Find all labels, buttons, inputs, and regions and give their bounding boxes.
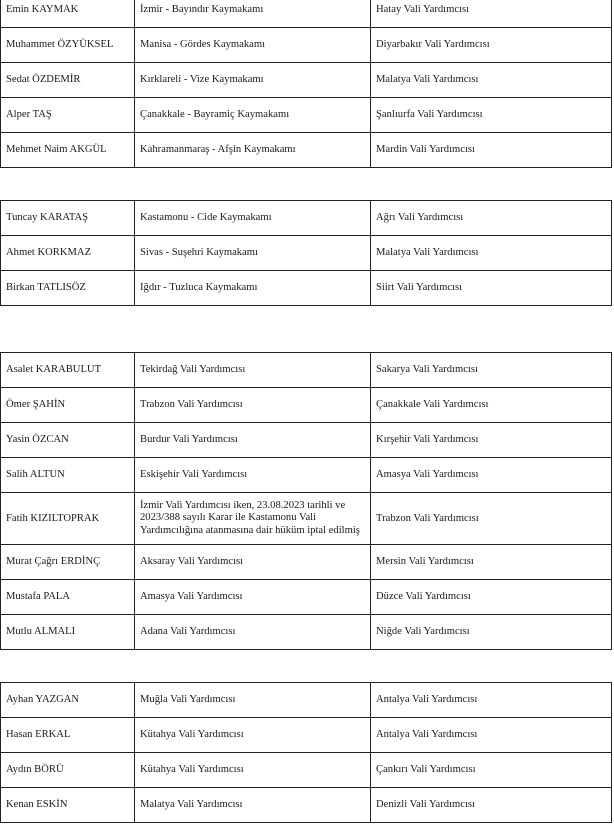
person-name-cell: Mehmet Naim AKGÜL bbox=[1, 133, 135, 168]
table-row bbox=[1, 788, 612, 823]
previous-position-cell: Iğdır - Tuzluca Kaymakamı bbox=[135, 271, 371, 306]
table-row bbox=[1, 458, 612, 493]
new-position-cell: Kırşehir Vali Yardımcısı bbox=[371, 423, 612, 458]
previous-position-cell: Kastamonu - Cide Kaymakamı bbox=[135, 201, 371, 236]
new-position-cell: Niğde Vali Yardımcısı bbox=[371, 615, 612, 650]
new-position-cell: Denizli Vali Yardımcısı bbox=[371, 788, 612, 823]
previous-position-cell: İzmir Vali Yardımcısı iken, 23.08.2023 tarihli ve 2023/388 sayılı Karar ile Kastamonu Vali Yardımcılığına atanmasına dair hüküm iptal edilmiş bbox=[135, 493, 371, 545]
table-row bbox=[1, 271, 612, 306]
table-row bbox=[1, 0, 612, 28]
table-row bbox=[1, 201, 612, 236]
person-name-cell: Fatih KIZILTOPRAK bbox=[1, 493, 135, 545]
person-name-cell: Birkan TATLISÖZ bbox=[1, 271, 135, 306]
table-row bbox=[1, 28, 612, 63]
previous-position-cell: Sivas - Suşehri Kaymakamı bbox=[135, 236, 371, 271]
new-position-cell: Mardin Vali Yardımcısı bbox=[371, 133, 612, 168]
appointment-table-4 bbox=[0, 682, 612, 823]
new-position-cell: Siirt Vali Yardımcısı bbox=[371, 271, 612, 306]
previous-position-cell: Burdur Vali Yardımcısı bbox=[135, 423, 371, 458]
person-name-cell: Alper TAŞ bbox=[1, 98, 135, 133]
new-position-cell: Hatay Vali Yardımcısı bbox=[371, 0, 612, 28]
person-name-cell: Murat Çağrı ERDİNÇ bbox=[1, 545, 135, 580]
person-name-cell: Yasin ÖZCAN bbox=[1, 423, 135, 458]
table-body bbox=[1, 353, 612, 650]
new-position-cell: Malatya Vali Yardımcısı bbox=[371, 236, 612, 271]
person-name-cell: Tuncay KARATAŞ bbox=[1, 201, 135, 236]
table-row bbox=[1, 683, 612, 718]
person-name-cell: Mustafa PALA bbox=[1, 580, 135, 615]
new-position-cell: Sakarya Vali Yardımcısı bbox=[371, 353, 612, 388]
new-position-cell: Diyarbakır Vali Yardımcısı bbox=[371, 28, 612, 63]
table-row bbox=[1, 423, 612, 458]
previous-position-cell: Tekirdağ Vali Yardımcısı bbox=[135, 353, 371, 388]
new-position-cell: Mersin Vali Yardımcısı bbox=[371, 545, 612, 580]
table-body bbox=[1, 201, 612, 306]
previous-position-cell: Manisa - Gördes Kaymakamı bbox=[135, 28, 371, 63]
previous-position-cell: Kahramanmaraş - Afşin Kaymakamı bbox=[135, 133, 371, 168]
person-name-cell: Asalet KARABULUT bbox=[1, 353, 135, 388]
appointment-table-1 bbox=[0, 0, 612, 168]
appointment-table-3 bbox=[0, 352, 612, 650]
new-position-cell: Ağrı Vali Yardımcısı bbox=[371, 201, 612, 236]
previous-position-cell: İzmir - Bayındır Kaymakamı bbox=[135, 0, 371, 28]
new-position-cell: Trabzon Vali Yardımcısı bbox=[371, 493, 612, 545]
previous-position-cell: Kütahya Vali Yardımcısı bbox=[135, 718, 371, 753]
table-row bbox=[1, 98, 612, 133]
previous-position-cell: Adana Vali Yardımcısı bbox=[135, 615, 371, 650]
person-name-cell: Ömer ŞAHİN bbox=[1, 388, 135, 423]
person-name-cell: Kenan ESKİN bbox=[1, 788, 135, 823]
person-name-cell: Mutlu ALMALI bbox=[1, 615, 135, 650]
new-position-cell: Şanlıurfa Vali Yardımcısı bbox=[371, 98, 612, 133]
previous-position-cell: Çanakkale - Bayramiç Kaymakamı bbox=[135, 98, 371, 133]
table-row bbox=[1, 615, 612, 650]
previous-position-cell: Malatya Vali Yardımcısı bbox=[135, 788, 371, 823]
new-position-cell: Malatya Vali Yardımcısı bbox=[371, 63, 612, 98]
new-position-cell: Çanakkale Vali Yardımcısı bbox=[371, 388, 612, 423]
new-position-cell: Antalya Vali Yardımcısı bbox=[371, 683, 612, 718]
table-row bbox=[1, 388, 612, 423]
table-row bbox=[1, 753, 612, 788]
previous-position-cell: Trabzon Vali Yardımcısı bbox=[135, 388, 371, 423]
previous-position-cell: Muğla Vali Yardımcısı bbox=[135, 683, 371, 718]
table-row bbox=[1, 718, 612, 753]
new-position-cell: Antalya Vali Yardımcısı bbox=[371, 718, 612, 753]
table-row bbox=[1, 133, 612, 168]
table-body bbox=[1, 683, 612, 823]
table-body bbox=[1, 0, 612, 168]
table-row bbox=[1, 545, 612, 580]
person-name-cell: Sedat ÖZDEMİR bbox=[1, 63, 135, 98]
table-row bbox=[1, 580, 612, 615]
table-row bbox=[1, 63, 612, 98]
previous-position-cell: Kütahya Vali Yardımcısı bbox=[135, 753, 371, 788]
person-name-cell: Emin KAYMAK bbox=[1, 0, 135, 28]
person-name-cell: Muhammet ÖZYÜKSEL bbox=[1, 28, 135, 63]
person-name-cell: Salih ALTUN bbox=[1, 458, 135, 493]
table-row bbox=[1, 493, 612, 545]
table-row bbox=[1, 236, 612, 271]
appointment-table-2 bbox=[0, 200, 612, 306]
previous-position-cell: Amasya Vali Yardımcısı bbox=[135, 580, 371, 615]
person-name-cell: Ayhan YAZGAN bbox=[1, 683, 135, 718]
previous-position-cell: Kırklareli - Vize Kaymakamı bbox=[135, 63, 371, 98]
person-name-cell: Ahmet KORKMAZ bbox=[1, 236, 135, 271]
table-row bbox=[1, 353, 612, 388]
new-position-cell: Amasya Vali Yardımcısı bbox=[371, 458, 612, 493]
previous-position-cell: Aksaray Vali Yardımcısı bbox=[135, 545, 371, 580]
new-position-cell: Çankırı Vali Yardımcısı bbox=[371, 753, 612, 788]
person-name-cell: Aydın BÖRÜ bbox=[1, 753, 135, 788]
new-position-cell: Düzce Vali Yardımcısı bbox=[371, 580, 612, 615]
previous-position-cell: Eskişehir Vali Yardımcısı bbox=[135, 458, 371, 493]
person-name-cell: Hasan ERKAL bbox=[1, 718, 135, 753]
